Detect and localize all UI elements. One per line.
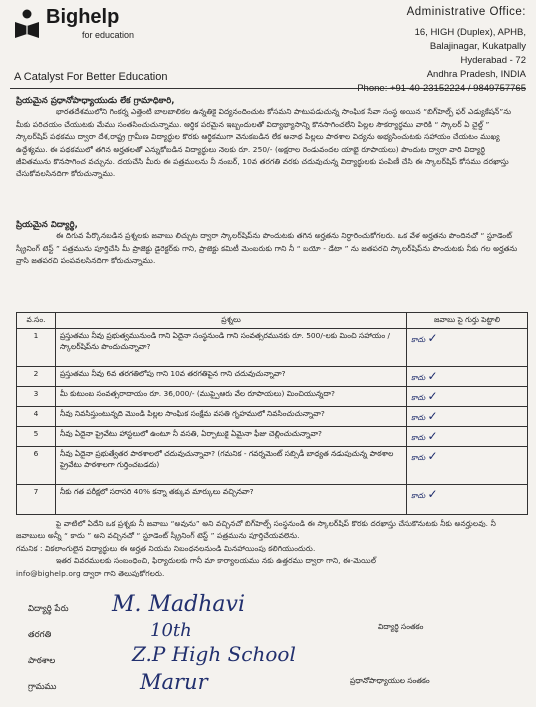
letter-section-2 xyxy=(16,218,522,268)
row-answer[interactable] xyxy=(407,427,528,447)
row-answer[interactable] xyxy=(407,447,528,485)
office-address xyxy=(357,26,526,96)
row-question: నీవు ఏదైనా ప్రభుత్వేతర పాఠశాలలో చదువుచున్నావా? (గమనిక - గవర్నమెంట్ సబ్సిడీ బాధ్యత నడుపుచున్న పాఠశాల ప్రైవేటు పాఠశాలగా గుర్తించబడదు) xyxy=(56,447,407,485)
table-row xyxy=(17,407,528,427)
village-value[interactable]: Marur xyxy=(140,670,208,694)
table-row xyxy=(17,329,528,367)
salutation-student: ప్రియమైన విద్యార్థి, xyxy=(16,219,78,229)
row-question: నీవు ఏదైనా ప్రైవేటు హాస్టలులో ఉంటూ నీ వసతి, ఏర్పాటుకై ఏమైనా ఫీజు చెల్లించుచున్నావా? xyxy=(56,427,407,447)
footer-note-eligibility: పై వాటిలో ఏదేని ఒక ప్రశ్నకు నీ జవాబు “అవును” అని వచ్చినచో బిగ్‌హెల్ప్ సంస్థనుండి ఈ స్కాలర్‌షిప్ కొరకు దరఖాస్తు చేసుకొనుటకు నీకు అనర్హులవు. నీ జవాబులు అన్నీ “ కాదు ” అని వచ్చినచో “ స్టూడెంట్ స్క్రీనింగ్ టెస్ట్ ” పత్రమును పూర్తిచేయవలెను. xyxy=(16,519,496,541)
row-question: నీకు గత పరీక్షలో సరాసరి 40% కన్నా తక్కువ మార్కులు వచ్చినవా? xyxy=(56,485,407,515)
row-answer[interactable] xyxy=(407,367,528,387)
row-number: 4 xyxy=(17,407,56,427)
row-number: 1 xyxy=(17,329,56,367)
office-title: Administrative Office: xyxy=(406,6,526,18)
row-answer[interactable] xyxy=(407,329,528,367)
col-header-questions: ప్రశ్నలు xyxy=(56,313,407,329)
row-number: 6 xyxy=(17,447,56,485)
col-header-answer: జవాబు సై గుర్తు పెట్టాలి xyxy=(407,313,528,329)
row-question: మీ కుటుంబ సంవత్సరాదాయం రూ. 36,000/- (ముప్పైఆరు వేల రూపాయలు) మించియున్నదా? xyxy=(56,387,407,407)
letter-paragraph-2: ఈ దిగువ పేర్కొనబడిన ప్రశ్నలకు జవాబు లిచ్చుట ద్వారా స్కాలర్‌షిప్‌ను పొందుటకు తగిన అర్హతను నిర్ధారించుకోగలరు. ఒక వేళ అర్హతను పొందినచో “ స్టూడెంట్ స్క్రీనింగ్ టెస్ట్ ” పత్రమును పూర్తిచేసి మీ ప్రాజెక్టు డైరెక్టర్‌కు గాని, ప్రాజెక్టు కమిటీ మెంబరుకు గాని నీ “ బయో - డేటా ” ను జతపరచి స్కాలర్‌షిప్‌ను పొందుటకు నీకు గల అర్హతను వ్రాసి జతపరచి పంపవలసినదిగా కోరుచున్నాము. xyxy=(16,231,518,266)
checkmark-icon: ✓ xyxy=(427,409,438,423)
table-row xyxy=(17,367,528,387)
row-answer[interactable] xyxy=(407,387,528,407)
table-row xyxy=(17,485,528,515)
checkmark-icon: ✓ xyxy=(427,429,438,443)
table-row xyxy=(17,447,528,485)
student-name-label: విద్యార్థి పేరు xyxy=(28,604,69,614)
office-line: Andhra Pradesh, INDIA xyxy=(426,69,526,80)
checkmark-icon: ✓ xyxy=(427,369,438,383)
checkmark-icon: ✓ xyxy=(427,449,438,463)
row-number: 5 xyxy=(17,427,56,447)
table-row xyxy=(17,387,528,407)
checkmark-icon: ✓ xyxy=(427,331,438,345)
footer-note-disabled: గమనిక : వికలాంగులైన విద్యార్థులు ఈ అర్హత నియమ నిబంధనలనుండి మినహాయింపు కలిగియుందురు. xyxy=(16,543,316,553)
student-name-value[interactable]: M. Madhavi xyxy=(112,592,245,617)
answer-text: కాదు xyxy=(411,373,426,382)
brand-subtitle: for education xyxy=(82,30,135,40)
answer-text: కాదు xyxy=(411,413,426,422)
headmaster-signature-label: ప్రధానోపాధ్యాయుల సంతకం xyxy=(350,676,430,685)
tagline: A Catalyst For Better Education xyxy=(14,71,168,83)
office-line: Balajinagar, Kukatpally xyxy=(429,41,526,52)
bighelp-logo-icon xyxy=(14,8,40,40)
office-line: 16, HIGH (Duplex), APHB, xyxy=(414,27,526,38)
table-header-row xyxy=(17,313,528,329)
footer-note-email: info@bighelp.org ద్వారా గాని తెలుపుకోగలరు. xyxy=(16,568,165,578)
answer-text: కాదు xyxy=(411,433,426,442)
class-label: తరగతి xyxy=(28,630,52,640)
answer-text: కాదు xyxy=(411,335,426,344)
row-question: ప్రస్తుతము నీవు 6వ తరగతిలోపు గాని 10వ తరగతిపైన గాని చదువుచున్నావా? xyxy=(56,367,407,387)
table-row xyxy=(17,427,528,447)
answer-text: కాదు xyxy=(411,453,426,462)
row-question: నీవు నివసిస్తుంటున్నది మొండి పిల్లల సాంఘిక సంక్షేమ వసతి గృహములో నివసించుచున్నావా? xyxy=(56,407,407,427)
row-question: ప్రస్తుతము నీవు ప్రభుత్వమునుండి గాని ఏదైనా సంస్థనుండి గాని సంవత్సరమునకు రూ. 500/-లకు మించి సహాయం / స్కాలర్‌షిప్‌ను పొందుచున్నావా? xyxy=(56,329,407,367)
answer-text: కాదు xyxy=(411,393,426,402)
brand-name: Bighelp xyxy=(46,6,120,28)
office-line: Hyderabad - 72 xyxy=(460,55,526,66)
eligibility-table xyxy=(16,312,528,515)
row-number: 2 xyxy=(17,367,56,387)
student-signature-label: విద్యార్థి సంతకం xyxy=(378,622,424,631)
col-header-sno: వ.సం. xyxy=(17,313,56,329)
school-value[interactable]: Z.P High School xyxy=(132,642,296,666)
letter-paragraph-1: భారతదేశములోని గింకర్న ఎత్తెంటి బాలబాలికల ఉన్నతికై విద్యనందించుట కోసమని పాటుపడుచున్న సాంఘిక సేవా సంస్థ అయిన “బిగ్‌హెల్ప్ ఫర్ ఎడ్యుకేషన్”ను మీకు పరిచయం చేయుటకు మేము సంతసించుచున్నాము. ఆర్థిక పరమైన ఇబ్బందులతో విద్యాభ్యాసాన్ని కొనసాగించలేని పిల్లల సౌకర్యార్థము వారికి “ స్కాలర్ ఏ చైల్డ్ ” స్కాలర్‌షిప్ పథకము ద్వారా దేశ,రాష్ట్ర గ్రామీణ విద్యార్థుల కొరకు ఆర్థికముగా వెనుకబడిన లేక అనాథ పిల్లలు పాఠశాల విద్యను అభ్యసించుటకు సహాయం చేయటం ముఖ్య ఉద్దేశ్యము. ఈ పథకములో తగిన అర్హతలతో ఎన్నుకోబడిన విద్యార్థులు నెలకు రూ. 250/- (అక్షరాల రెండువందల యాభై రూపాయలు) పొందుట ద్వారా వారి విద్యార్థి జీవితమును కొనసాగించ వచ్చును. దయచేసి మీరు ఈ పత్రములను నీ నంబర్, 10వ తరగతి వరకు చదువుచున్న విద్యార్థులకు పంపిణీ చేసి ఈ స్కాలర్‌షిప్ కోసము దరఖాస్తు చేసుకోవలసినదిగా కోరుచున్నాము. xyxy=(16,107,512,179)
village-label: గ్రామము xyxy=(28,682,57,692)
school-label: పాఠశాల xyxy=(28,656,56,666)
row-answer[interactable] xyxy=(407,407,528,427)
checkmark-icon: ✓ xyxy=(427,389,438,403)
row-answer[interactable] xyxy=(407,485,528,515)
header-divider xyxy=(10,88,526,89)
footer-notes xyxy=(16,518,522,580)
answer-text: కాదు xyxy=(411,491,426,500)
salutation-headmaster: ప్రియమైన ప్రధానోపాధ్యాయుడు లేక గ్రామాధికారి, xyxy=(16,95,175,105)
footer-note-contact: ఇతర వివరములకు సంబంధించి, ఫిర్యాదులకు గానీ మా కార్యాలయము నకు ఉత్తరము ద్వారా గాని, ఈ-మెయిల్ xyxy=(56,556,377,566)
checkmark-icon: ✓ xyxy=(427,487,438,501)
class-value[interactable]: 10th xyxy=(150,620,192,641)
row-number: 3 xyxy=(17,387,56,407)
row-number: 7 xyxy=(17,485,56,515)
letter-section-1 xyxy=(16,94,522,181)
